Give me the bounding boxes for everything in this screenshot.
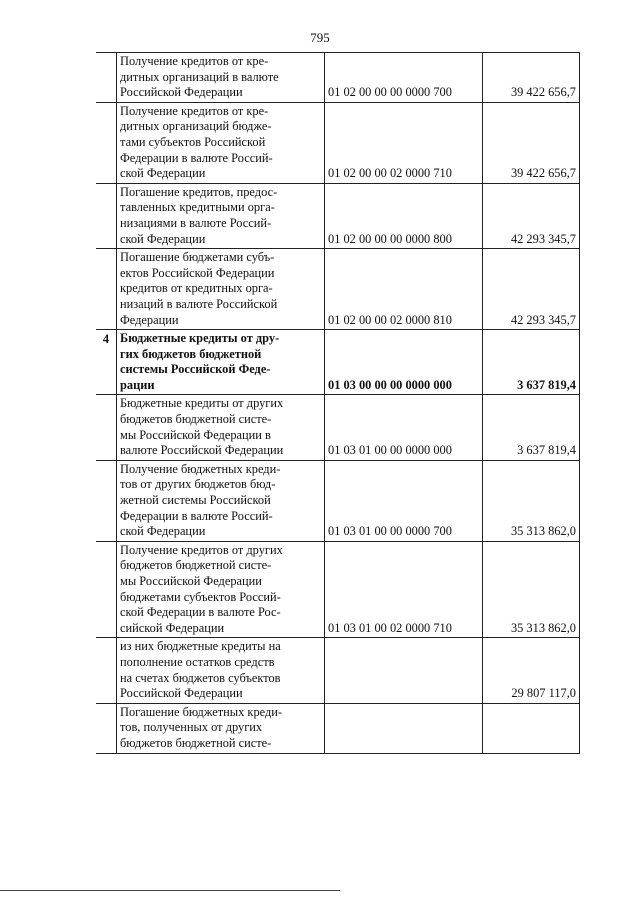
row-number — [96, 704, 116, 706]
row-number — [96, 461, 116, 463]
row-number-cell — [96, 53, 117, 103]
row-number-cell — [96, 330, 117, 395]
table-row — [96, 395, 580, 460]
row-code: 01 03 00 00 00 0000 000 — [325, 330, 483, 395]
row-amount: 3 637 819,4 — [483, 330, 580, 395]
row-amount: 35 313 862,0 — [483, 460, 580, 541]
row-code — [325, 703, 483, 753]
row-number — [96, 395, 116, 397]
row-amount: 35 313 862,0 — [483, 541, 580, 638]
row-code: 01 02 00 00 02 0000 710 — [325, 102, 483, 183]
row-number — [96, 53, 116, 55]
row-name: Получение кредитов от кре- дитных организаций бюдже- тами субъектов Российской Федерации в валюте Россий- ской Федерации — [117, 102, 325, 183]
row-number-cell — [96, 249, 117, 330]
row-number — [96, 249, 116, 251]
row-number-cell — [96, 638, 117, 703]
row-number: 4 — [102, 332, 110, 347]
table-row — [96, 53, 580, 103]
page-number: 795 — [310, 30, 330, 45]
table-row — [96, 638, 580, 703]
row-name: Получение кредитов от других бюджетов бюджетной систе- мы Российской Федерации бюджетами субъектов Россий- ской Федерации в валюте Рос- сийской Федерации — [117, 541, 325, 638]
row-amount — [483, 703, 580, 753]
row-number — [96, 638, 116, 640]
table-row — [96, 330, 580, 395]
row-code — [325, 638, 483, 703]
row-amount: 42 293 345,7 — [483, 249, 580, 330]
row-amount: 3 637 819,4 — [483, 395, 580, 460]
row-number-cell — [96, 541, 117, 638]
row-number-cell — [96, 460, 117, 541]
row-number-cell — [96, 183, 117, 248]
row-code: 01 02 00 00 02 0000 810 — [325, 249, 483, 330]
table-row — [96, 703, 580, 753]
row-name: Бюджетные кредиты от дру- гих бюджетов бюджетной системы Российской Феде- рации — [117, 330, 325, 395]
footer-divider — [0, 890, 340, 891]
table-row — [96, 460, 580, 541]
row-amount: 39 422 656,7 — [483, 53, 580, 103]
table-row — [96, 183, 580, 248]
table-row — [96, 102, 580, 183]
table-body — [96, 53, 580, 754]
row-number — [96, 184, 116, 186]
row-code: 01 02 00 00 00 0000 800 — [325, 183, 483, 248]
table-row — [96, 541, 580, 638]
row-name: Получение кредитов от кре- дитных организаций в валюте Российской Федерации — [117, 53, 325, 103]
row-number-cell — [96, 395, 117, 460]
budget-table — [96, 52, 580, 754]
row-amount: 39 422 656,7 — [483, 102, 580, 183]
row-code: 01 03 01 00 00 0000 000 — [325, 395, 483, 460]
row-name: Бюджетные кредиты от других бюджетов бюджетной систе- мы Российской Федерации в валюте Российской Федерации — [117, 395, 325, 460]
row-number-cell — [96, 102, 117, 183]
row-amount: 29 807 117,0 — [483, 638, 580, 703]
row-amount: 42 293 345,7 — [483, 183, 580, 248]
row-code: 01 03 01 00 02 0000 710 — [325, 541, 483, 638]
row-name: Погашение кредитов, предос- тавленных кредитными орга- низациями в валюте Россий- ской Федерации — [117, 183, 325, 248]
row-code: 01 02 00 00 00 0000 700 — [325, 53, 483, 103]
row-name: Погашение бюджетами субъ- ектов Российской Федерации кредитов от кредитных орга- низаций в валюте Российской Федерации — [117, 249, 325, 330]
table-row — [96, 249, 580, 330]
row-name: Погашение бюджетных креди- тов, полученных от других бюджетов бюджетной систе- — [117, 703, 325, 753]
row-name: Получение бюджетных креди- тов от других бюджетов бюд- жетной системы Российской Федерации в валюте Россий- ской Федерации — [117, 460, 325, 541]
row-number — [96, 542, 116, 544]
row-number-cell — [96, 703, 117, 753]
row-code: 01 03 01 00 00 0000 700 — [325, 460, 483, 541]
row-number — [96, 103, 116, 105]
row-name: из них бюджетные кредиты на пополнение остатков средств на счетах бюджетов субъектов Российской Федерации — [117, 638, 325, 703]
